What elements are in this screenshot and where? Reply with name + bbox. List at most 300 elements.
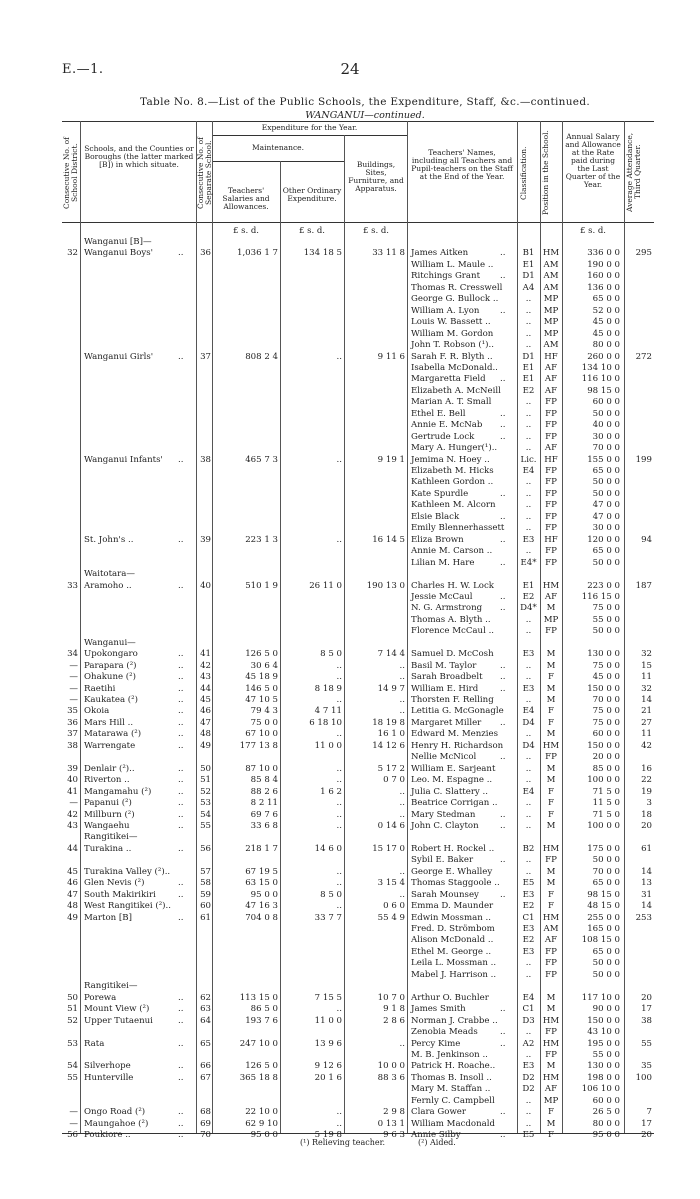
table-row (62, 947, 654, 958)
header-salary: Annual Salary and Allowance at the Rate paid during the Last Quarter of the Year. (565, 132, 621, 189)
buildings: 0 7 0 (383, 775, 405, 786)
position: MP (543, 305, 559, 316)
leader-dots: .. (178, 798, 184, 809)
header-maintenance: Maintenance. (252, 143, 304, 152)
table-row (62, 512, 654, 523)
teacher-name: Percy Kime (411, 1038, 461, 1049)
other-expenditure: 8 5 0 (320, 649, 342, 660)
school-name: Wanganui Boys' (84, 248, 154, 259)
table-row (62, 764, 654, 775)
classification: E5 (522, 1130, 535, 1141)
leader-dots: .. (500, 855, 506, 866)
leader-dots: .. (178, 1118, 184, 1129)
table-row (62, 1061, 654, 1072)
buildings: 16 14 5 (372, 534, 405, 545)
position: FP (545, 626, 557, 637)
school-name: St. John's .. (84, 534, 134, 545)
district-no: 37 (67, 729, 78, 740)
table-row (62, 638, 654, 649)
teacher-name: Annie E. McNab (411, 420, 483, 431)
leader-dots: .. (500, 660, 506, 671)
other-expenditure: .. (336, 1107, 342, 1118)
position: FP (545, 557, 557, 568)
salary: 52 0 0 (592, 305, 620, 316)
table-row (62, 821, 654, 832)
leader-dots: .. (178, 534, 184, 545)
teachers-salaries: 808 2 4 (245, 351, 278, 362)
salary: 11 5 0 (592, 798, 620, 809)
attendance: 11 (641, 672, 652, 683)
school-name: Poukiore .. (84, 1130, 131, 1141)
school-name: Okoia (84, 706, 110, 717)
attendance: 15 (641, 660, 652, 671)
teachers-salaries: 365 18 8 (239, 1072, 278, 1083)
attendance: 27 (641, 717, 652, 728)
teachers-salaries: 193 7 6 (245, 1015, 278, 1026)
position: M (546, 603, 556, 614)
buildings: .. (399, 889, 405, 900)
other-expenditure: .. (336, 695, 342, 705)
teacher-name: Mary A. Hunger(¹).. (411, 443, 498, 454)
classification: .. (525, 294, 532, 305)
teachers-salaries: 87 10 0 (245, 763, 278, 774)
salary: 134 10 0 (581, 362, 620, 373)
other-expenditure: .. (336, 775, 342, 786)
salary: 50 0 0 (592, 855, 620, 866)
position: FP (545, 1027, 557, 1038)
school-name: Mangamahu (²) (84, 786, 152, 797)
table-row (62, 523, 654, 534)
school-no: 45 (200, 695, 211, 705)
teacher-name: William E. Hird (411, 683, 479, 694)
salary: 71 5 0 (592, 786, 620, 797)
school-no: 41 (200, 649, 211, 660)
classification: .. (525, 809, 532, 820)
teachers-salaries: 62 9 10 (245, 1118, 278, 1129)
school-no: 52 (200, 786, 211, 797)
teachers-salaries: 465 7 3 (245, 454, 278, 465)
district-subtitle: WANGANUI—continued. (305, 110, 425, 121)
teacher-name: Edward M. Menzies (411, 729, 499, 740)
school-name: Mars Hill .. (84, 717, 134, 728)
leader-dots: .. (500, 752, 506, 763)
attendance: 7 (646, 1107, 652, 1118)
teacher-name: Kathleen Gordon .. (411, 477, 494, 488)
header-expenditure: Expenditure for the Year. (261, 123, 358, 132)
leader-dots: .. (500, 683, 506, 694)
salary: 108 15 0 (581, 935, 620, 946)
attendance: 187 (635, 580, 652, 591)
other-expenditure: 33 7 7 (314, 912, 342, 923)
salary: 150 0 0 (587, 740, 620, 751)
salary: 60 0 0 (592, 397, 620, 408)
table-row (62, 787, 654, 798)
other-expenditure: .. (336, 534, 342, 545)
buildings: 18 19 8 (372, 717, 405, 728)
leader-dots: .. (178, 717, 184, 728)
district-no: 52 (67, 1015, 78, 1026)
buildings: 14 12 6 (372, 740, 405, 751)
table-row (62, 558, 654, 569)
teacher-name: Lilian M. Hare (411, 557, 475, 568)
buildings: 190 13 0 (366, 580, 405, 591)
classification: .. (525, 855, 532, 866)
table-row (62, 592, 654, 603)
salary: 55 0 0 (592, 614, 620, 625)
position: M (546, 660, 556, 671)
district-no: 49 (67, 912, 78, 923)
table-row (62, 1084, 654, 1095)
district-no: 44 (67, 843, 78, 854)
teacher-name: Charles H. W. Lock (411, 580, 494, 591)
classification: E5 (522, 878, 535, 889)
district-no: — (69, 695, 78, 705)
school-name: Wanganui— (84, 637, 136, 648)
salary: 20 0 0 (592, 752, 620, 763)
table-row (62, 386, 654, 397)
position: HM (542, 912, 560, 923)
other-expenditure: .. (336, 878, 342, 889)
leader-dots: .. (500, 809, 506, 820)
salary: 60 0 0 (592, 729, 620, 740)
other-expenditure: 11 0 0 (314, 740, 342, 751)
school-no: 57 (200, 866, 211, 877)
table-row (62, 260, 654, 271)
classification: .. (525, 695, 532, 705)
position: FP (545, 420, 557, 431)
leader-dots: .. (178, 706, 184, 717)
school-no: 47 (200, 717, 211, 728)
position: FP (545, 546, 557, 557)
teacher-name: Sarah F. R. Blyth .. (411, 351, 493, 362)
district-no: 50 (67, 992, 78, 1003)
teacher-name: Zenobia Meads (411, 1027, 478, 1038)
position: M (546, 878, 556, 889)
attendance: 100 (635, 1072, 652, 1083)
page-number: 24 (340, 60, 360, 78)
header-teachers-salaries: Teachers' Salaries and Allowances. (222, 186, 270, 211)
attendance: 272 (635, 351, 652, 362)
teachers-salaries: 85 8 4 (250, 775, 278, 786)
buildings: 2 9 8 (383, 1107, 405, 1118)
teacher-name: Annie Silby (411, 1130, 461, 1141)
other-expenditure: 11 0 0 (314, 1015, 342, 1026)
leader-dots: .. (500, 1107, 506, 1118)
leader-dots: .. (500, 672, 506, 683)
school-name: Upokongaro (84, 649, 138, 660)
leader-dots: .. (500, 1027, 506, 1038)
table-row (62, 798, 654, 809)
table-row (62, 913, 654, 924)
position: M (546, 866, 556, 877)
other-expenditure: 5 19 8 (314, 1130, 342, 1141)
teacher-name: Fernly C. Campbell (411, 1095, 495, 1106)
table-row (62, 867, 654, 878)
salary: 75 0 0 (592, 717, 620, 728)
salary: 43 10 0 (587, 1027, 620, 1038)
buildings: 33 11 8 (372, 248, 405, 259)
table-row (62, 855, 654, 866)
header-other-expenditure: Other Ordinary Expenditure. (282, 186, 342, 203)
position: M (546, 763, 556, 774)
classification: E2 (522, 935, 535, 946)
school-no: 37 (200, 351, 211, 362)
district-no: 45 (67, 866, 78, 877)
position: AF (544, 385, 558, 396)
leader-dots: .. (178, 729, 184, 740)
salary: 45 0 0 (592, 328, 620, 339)
salary: 50 0 0 (592, 477, 620, 488)
position: FP (545, 523, 557, 534)
classification: E3 (522, 683, 535, 694)
other-expenditure: 6 18 10 (309, 717, 342, 728)
classification: .. (525, 477, 532, 488)
teacher-name: N. G. Armstrong (411, 603, 483, 614)
buildings: .. (399, 809, 405, 820)
leader-dots: .. (500, 248, 506, 259)
buildings: 0 6 0 (383, 901, 405, 912)
teacher-name: William E. Sarjeant (411, 763, 496, 774)
teacher-name: Annie M. Carson .. (411, 546, 493, 557)
salary: 106 10 0 (581, 1084, 620, 1095)
table-row (62, 237, 654, 248)
position: M (546, 695, 556, 705)
position: MP (543, 294, 559, 305)
teacher-name: Thomas B. Insoll .. (411, 1072, 492, 1083)
teachers-salaries: 33 6 8 (250, 820, 278, 831)
table-row (62, 775, 654, 786)
teacher-name: Arthur O. Buchler (411, 992, 489, 1003)
teacher-name: Thomas Staggoole .. (411, 878, 500, 889)
other-expenditure: .. (336, 660, 342, 671)
school-no: 40 (200, 580, 211, 591)
classification: E3 (522, 649, 535, 660)
district-no: — (69, 683, 78, 694)
header-attendance: Average Attendance, Third Quarter. (625, 132, 642, 212)
table-row (62, 317, 654, 328)
district-no: 40 (67, 775, 78, 786)
position: FP (545, 1049, 557, 1060)
position: M (546, 729, 556, 740)
school-name: Warrengate (84, 740, 136, 751)
table-row (62, 1107, 654, 1118)
table-row (62, 993, 654, 1004)
position: HM (542, 843, 560, 854)
teachers-salaries: 8 2 11 (250, 798, 278, 809)
table-row (62, 844, 654, 855)
salary: 48 15 0 (587, 901, 620, 912)
table-row (62, 1004, 654, 1015)
school-name: Rata (84, 1038, 105, 1049)
position: AF (544, 443, 558, 454)
position: AF (544, 362, 558, 373)
salary: 255 0 0 (587, 912, 620, 923)
buildings: 7 14 4 (377, 649, 405, 660)
classification: .. (525, 626, 532, 637)
table-row (62, 718, 654, 729)
table-row (62, 1039, 654, 1050)
salary: 30 0 0 (592, 431, 620, 442)
salary: 85 0 0 (592, 763, 620, 774)
teacher-name: M. B. Jenkinson .. (411, 1049, 488, 1060)
buildings: 14 9 7 (377, 683, 405, 694)
table-row (62, 1016, 654, 1027)
teacher-name: Thorsten F. Relling (411, 695, 494, 705)
position: FP (545, 511, 557, 522)
salary: 98 15 0 (587, 889, 620, 900)
classification: E4* (520, 557, 537, 568)
table-row (62, 878, 654, 889)
leader-dots: .. (500, 820, 506, 831)
salary: 95 0 0 (592, 1130, 620, 1141)
position: M (546, 1061, 556, 1072)
table-row (62, 477, 654, 488)
leader-dots: .. (178, 820, 184, 831)
leader-dots: .. (178, 1015, 184, 1026)
teacher-name: Henry H. Richardson (411, 740, 504, 751)
header-teacher-names: Teachers' Names, including all Teachers and Pupil-teachers on the Staff at the End of the Year. (411, 148, 513, 181)
attendance: 42 (641, 740, 652, 751)
table-row (62, 352, 654, 363)
table-row (62, 661, 654, 672)
leader-dots: .. (500, 557, 506, 568)
buildings: 9 1 8 (383, 1004, 405, 1015)
table-row (62, 535, 654, 546)
units-teachers: £ s. d. (232, 226, 260, 236)
school-name: Upper Tutaenui (84, 1015, 153, 1026)
leader-dots: .. (500, 1130, 506, 1141)
teacher-name: Elizabeth M. Hicks (411, 466, 494, 476)
attendance: 55 (641, 1038, 652, 1049)
district-no: 51 (67, 1004, 78, 1015)
district-no: 48 (67, 901, 78, 912)
salary: 120 0 0 (587, 534, 620, 545)
salary: 60 0 0 (592, 1095, 620, 1106)
teachers-salaries: 218 1 7 (245, 843, 278, 854)
school-no: 36 (200, 248, 211, 259)
leader-dots: .. (178, 695, 184, 705)
buildings: .. (399, 866, 405, 877)
buildings: 0 13 1 (377, 1118, 405, 1129)
other-expenditure: 8 5 0 (320, 889, 342, 900)
units-salary: £ s. d. (579, 226, 607, 236)
teachers-salaries: 22 10 0 (245, 1107, 278, 1118)
teacher-name: Kathleen M. Alcorn (411, 500, 496, 511)
other-expenditure: .. (336, 901, 342, 912)
leader-dots: .. (500, 305, 506, 316)
school-no: 63 (200, 1004, 211, 1015)
classification: D4 (522, 740, 535, 751)
position: MP (543, 317, 559, 328)
teacher-name: Mary M. Staffan .. (411, 1084, 491, 1095)
position: MP (543, 1095, 559, 1106)
position: HM (542, 740, 560, 751)
salary: 175 0 0 (587, 843, 620, 854)
school-name: Wanganui Girls' (84, 351, 154, 362)
salary: 65 0 0 (592, 946, 620, 957)
teacher-name: Emma D. Maunder (411, 901, 494, 912)
classification: B1 (522, 248, 535, 259)
salary: 165 0 0 (587, 924, 620, 934)
other-expenditure: 26 11 0 (309, 580, 342, 591)
teacher-name: Marian A. T. Small (411, 397, 492, 408)
footnote-aided: (²) Aided. (418, 1138, 456, 1147)
table-row (62, 489, 654, 500)
table-row (62, 1050, 654, 1061)
classification: .. (525, 397, 532, 408)
school-no: 51 (200, 775, 211, 786)
salary: 26 5 0 (592, 1107, 620, 1118)
position: HM (542, 248, 560, 259)
teachers-salaries: 30 6 4 (250, 660, 278, 671)
position: FP (545, 397, 557, 408)
salary: 100 0 0 (587, 775, 620, 786)
classification: .. (525, 820, 532, 831)
salary: 50 0 0 (592, 557, 620, 568)
classification: .. (525, 1107, 532, 1118)
schools-table (62, 121, 654, 1199)
table-row (62, 581, 654, 592)
classification: E4 (522, 466, 535, 476)
school-no: 54 (200, 809, 211, 820)
leader-dots: .. (500, 271, 506, 282)
teacher-name: Elsie Black (411, 511, 460, 522)
teacher-name: Fred. D. Strömbom (411, 924, 495, 934)
district-no: — (69, 1118, 78, 1129)
school-no: 58 (200, 878, 211, 889)
teachers-salaries: 88 2 6 (250, 786, 278, 797)
teacher-name: Patrick H. Roache.. (411, 1061, 496, 1072)
table-row (62, 409, 654, 420)
salary: 70 0 0 (592, 443, 620, 454)
teacher-name: Eliza Brown (411, 534, 464, 545)
school-name: Aramoho .. (84, 580, 132, 591)
school-no: 66 (200, 1061, 211, 1072)
attendance: 14 (641, 901, 652, 912)
buildings: .. (399, 706, 405, 717)
teacher-name: James Smith (411, 1004, 466, 1015)
salary: 47 0 0 (592, 511, 620, 522)
position: F (548, 1130, 554, 1141)
classification: .. (525, 546, 532, 557)
classification: .. (525, 614, 532, 625)
classification: .. (525, 1095, 532, 1106)
buildings: .. (399, 695, 405, 705)
school-no: 61 (200, 912, 211, 923)
teacher-name: Sarah Broadbelt (411, 672, 483, 683)
teacher-name: Nellie McNicol (411, 752, 477, 763)
position: HF (544, 454, 558, 465)
school-no: 46 (200, 706, 211, 717)
classification: E3 (522, 924, 535, 934)
teacher-name: Leo. M. Espagne .. (411, 775, 493, 786)
salary: 45 0 0 (592, 672, 620, 683)
table-row (62, 970, 654, 981)
school-name: Turakina .. (84, 843, 132, 854)
salary: 130 0 0 (587, 649, 620, 660)
teacher-name: Margaretta Field (411, 374, 486, 385)
position: FP (545, 855, 557, 866)
school-no: 44 (200, 683, 211, 694)
teacher-name: Robert H. Rockel .. (411, 843, 495, 854)
salary: 130 0 0 (587, 1061, 620, 1072)
salary: 75 0 0 (592, 603, 620, 614)
district-no: — (69, 1107, 78, 1118)
attendance: 32 (641, 683, 652, 694)
district-no: 43 (67, 820, 78, 831)
teacher-name: Ethel M. George .. (411, 946, 492, 957)
attendance: 17 (641, 1004, 652, 1015)
